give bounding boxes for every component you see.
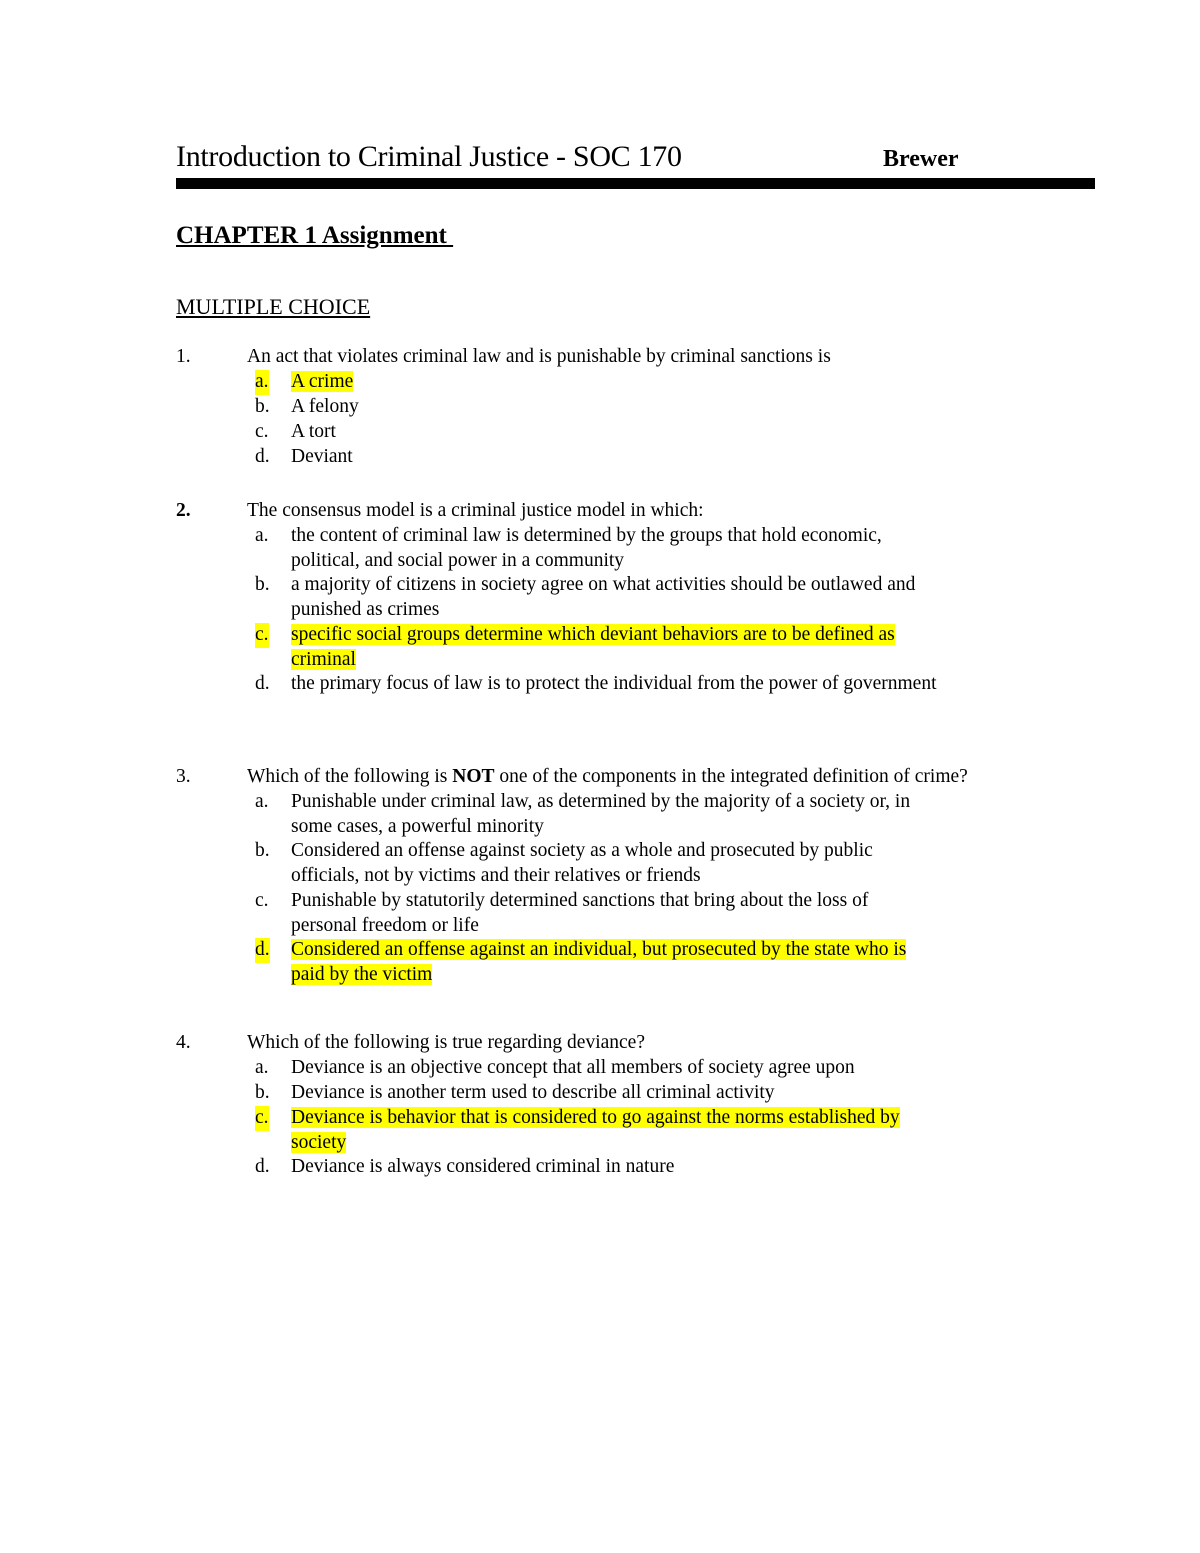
option-line: criminal bbox=[291, 648, 356, 670]
option-text bbox=[291, 839, 873, 888]
option-text bbox=[291, 790, 910, 839]
option-line: A tort bbox=[291, 421, 336, 442]
option-letter: a. bbox=[255, 1057, 269, 1078]
option-letter: c. bbox=[255, 623, 269, 648]
option-line: A crime bbox=[291, 371, 354, 392]
option-line: personal freedom or life bbox=[291, 914, 479, 936]
option-text bbox=[291, 1155, 674, 1180]
option-line: paid by the victim bbox=[291, 963, 433, 985]
option-line: Punishable by statutorily determined sanctions that bring about the loss of bbox=[291, 890, 869, 911]
option-text bbox=[291, 889, 868, 938]
question-text bbox=[247, 765, 968, 790]
option-letter: a. bbox=[255, 791, 269, 812]
page-header bbox=[176, 140, 1095, 190]
question-number: 4. bbox=[176, 1032, 191, 1053]
question-text-end: one of the components in the integrated definition of crime? bbox=[494, 766, 968, 787]
question-number: 1. bbox=[176, 346, 191, 367]
option-text bbox=[291, 445, 353, 470]
option-line: A felony bbox=[291, 396, 359, 417]
option-letter: b. bbox=[255, 1082, 270, 1103]
option-line: a majority of citizens in society agree on what activities should be outlawed and bbox=[291, 574, 916, 595]
option-letter: c. bbox=[255, 1106, 269, 1131]
header-rule bbox=[176, 178, 1095, 189]
question-text: Which of the following is true regarding deviance? bbox=[247, 1032, 645, 1053]
option-line: Deviance is always considered criminal in nature bbox=[291, 1156, 675, 1177]
option-letter: d. bbox=[255, 673, 270, 694]
chapter-title: CHAPTER 1 Assignment bbox=[176, 222, 454, 249]
option-text bbox=[291, 573, 915, 622]
question-text: The consensus model is a criminal justice model in which: bbox=[247, 500, 704, 521]
option-line: political, and social power in a community bbox=[291, 549, 625, 571]
option-text bbox=[291, 1106, 900, 1155]
option-text bbox=[291, 1056, 855, 1081]
question-number: 2. bbox=[176, 500, 191, 521]
option-text bbox=[291, 370, 353, 395]
option-letter: a. bbox=[255, 370, 269, 395]
option-line: specific social groups determine which deviant behaviors are to be defined as bbox=[291, 624, 895, 645]
option-text bbox=[291, 395, 359, 420]
option-line: society bbox=[291, 1131, 347, 1153]
option-text bbox=[291, 938, 906, 987]
instructor-name: Brewer bbox=[883, 146, 959, 172]
section-title: MULTIPLE CHOICE bbox=[176, 294, 371, 319]
option-line: Considered an offense against an individual, but prosecuted by the state who is bbox=[291, 939, 907, 960]
option-line: officials, not by victims and their relatives or friends bbox=[291, 864, 701, 886]
option-letter: a. bbox=[255, 525, 269, 546]
question-text-start: Which of the following is bbox=[247, 766, 453, 787]
option-text bbox=[291, 623, 895, 672]
option-text bbox=[291, 524, 882, 573]
option-text bbox=[291, 420, 336, 445]
option-line: Deviant bbox=[291, 446, 353, 467]
option-line: punished as crimes bbox=[291, 598, 440, 620]
option-line: some cases, a powerful minority bbox=[291, 815, 544, 837]
question-text-emphasis: NOT bbox=[452, 766, 495, 787]
question-text: An act that violates criminal law and is punishable by criminal sanctions is bbox=[247, 346, 831, 367]
option-letter: d. bbox=[255, 938, 270, 963]
option-letter: b. bbox=[255, 574, 270, 595]
option-line: Deviance is behavior that is considered to go against the norms established by bbox=[291, 1107, 900, 1128]
option-line: the primary focus of law is to protect the individual from the power of government bbox=[291, 673, 937, 694]
option-letter: b. bbox=[255, 840, 270, 861]
option-line: Deviance is another term used to describe all criminal activity bbox=[291, 1082, 775, 1103]
option-text bbox=[291, 1081, 775, 1106]
option-line: Deviance is an objective concept that all members of society agree upon bbox=[291, 1057, 855, 1078]
option-letter: c. bbox=[255, 421, 269, 442]
option-letter: d. bbox=[255, 446, 270, 467]
option-line: Punishable under criminal law, as determined by the majority of a society or, in bbox=[291, 791, 911, 812]
option-letter: d. bbox=[255, 1156, 270, 1177]
option-text bbox=[291, 672, 937, 697]
option-line: the content of criminal law is determined by the groups that hold economic, bbox=[291, 525, 882, 546]
option-letter: c. bbox=[255, 890, 269, 911]
option-letter: b. bbox=[255, 396, 270, 417]
course-title: Introduction to Criminal Justice - SOC 170 bbox=[176, 140, 682, 173]
question-number: 3. bbox=[176, 766, 191, 787]
option-line: Considered an offense against society as a whole and prosecuted by public bbox=[291, 840, 873, 861]
